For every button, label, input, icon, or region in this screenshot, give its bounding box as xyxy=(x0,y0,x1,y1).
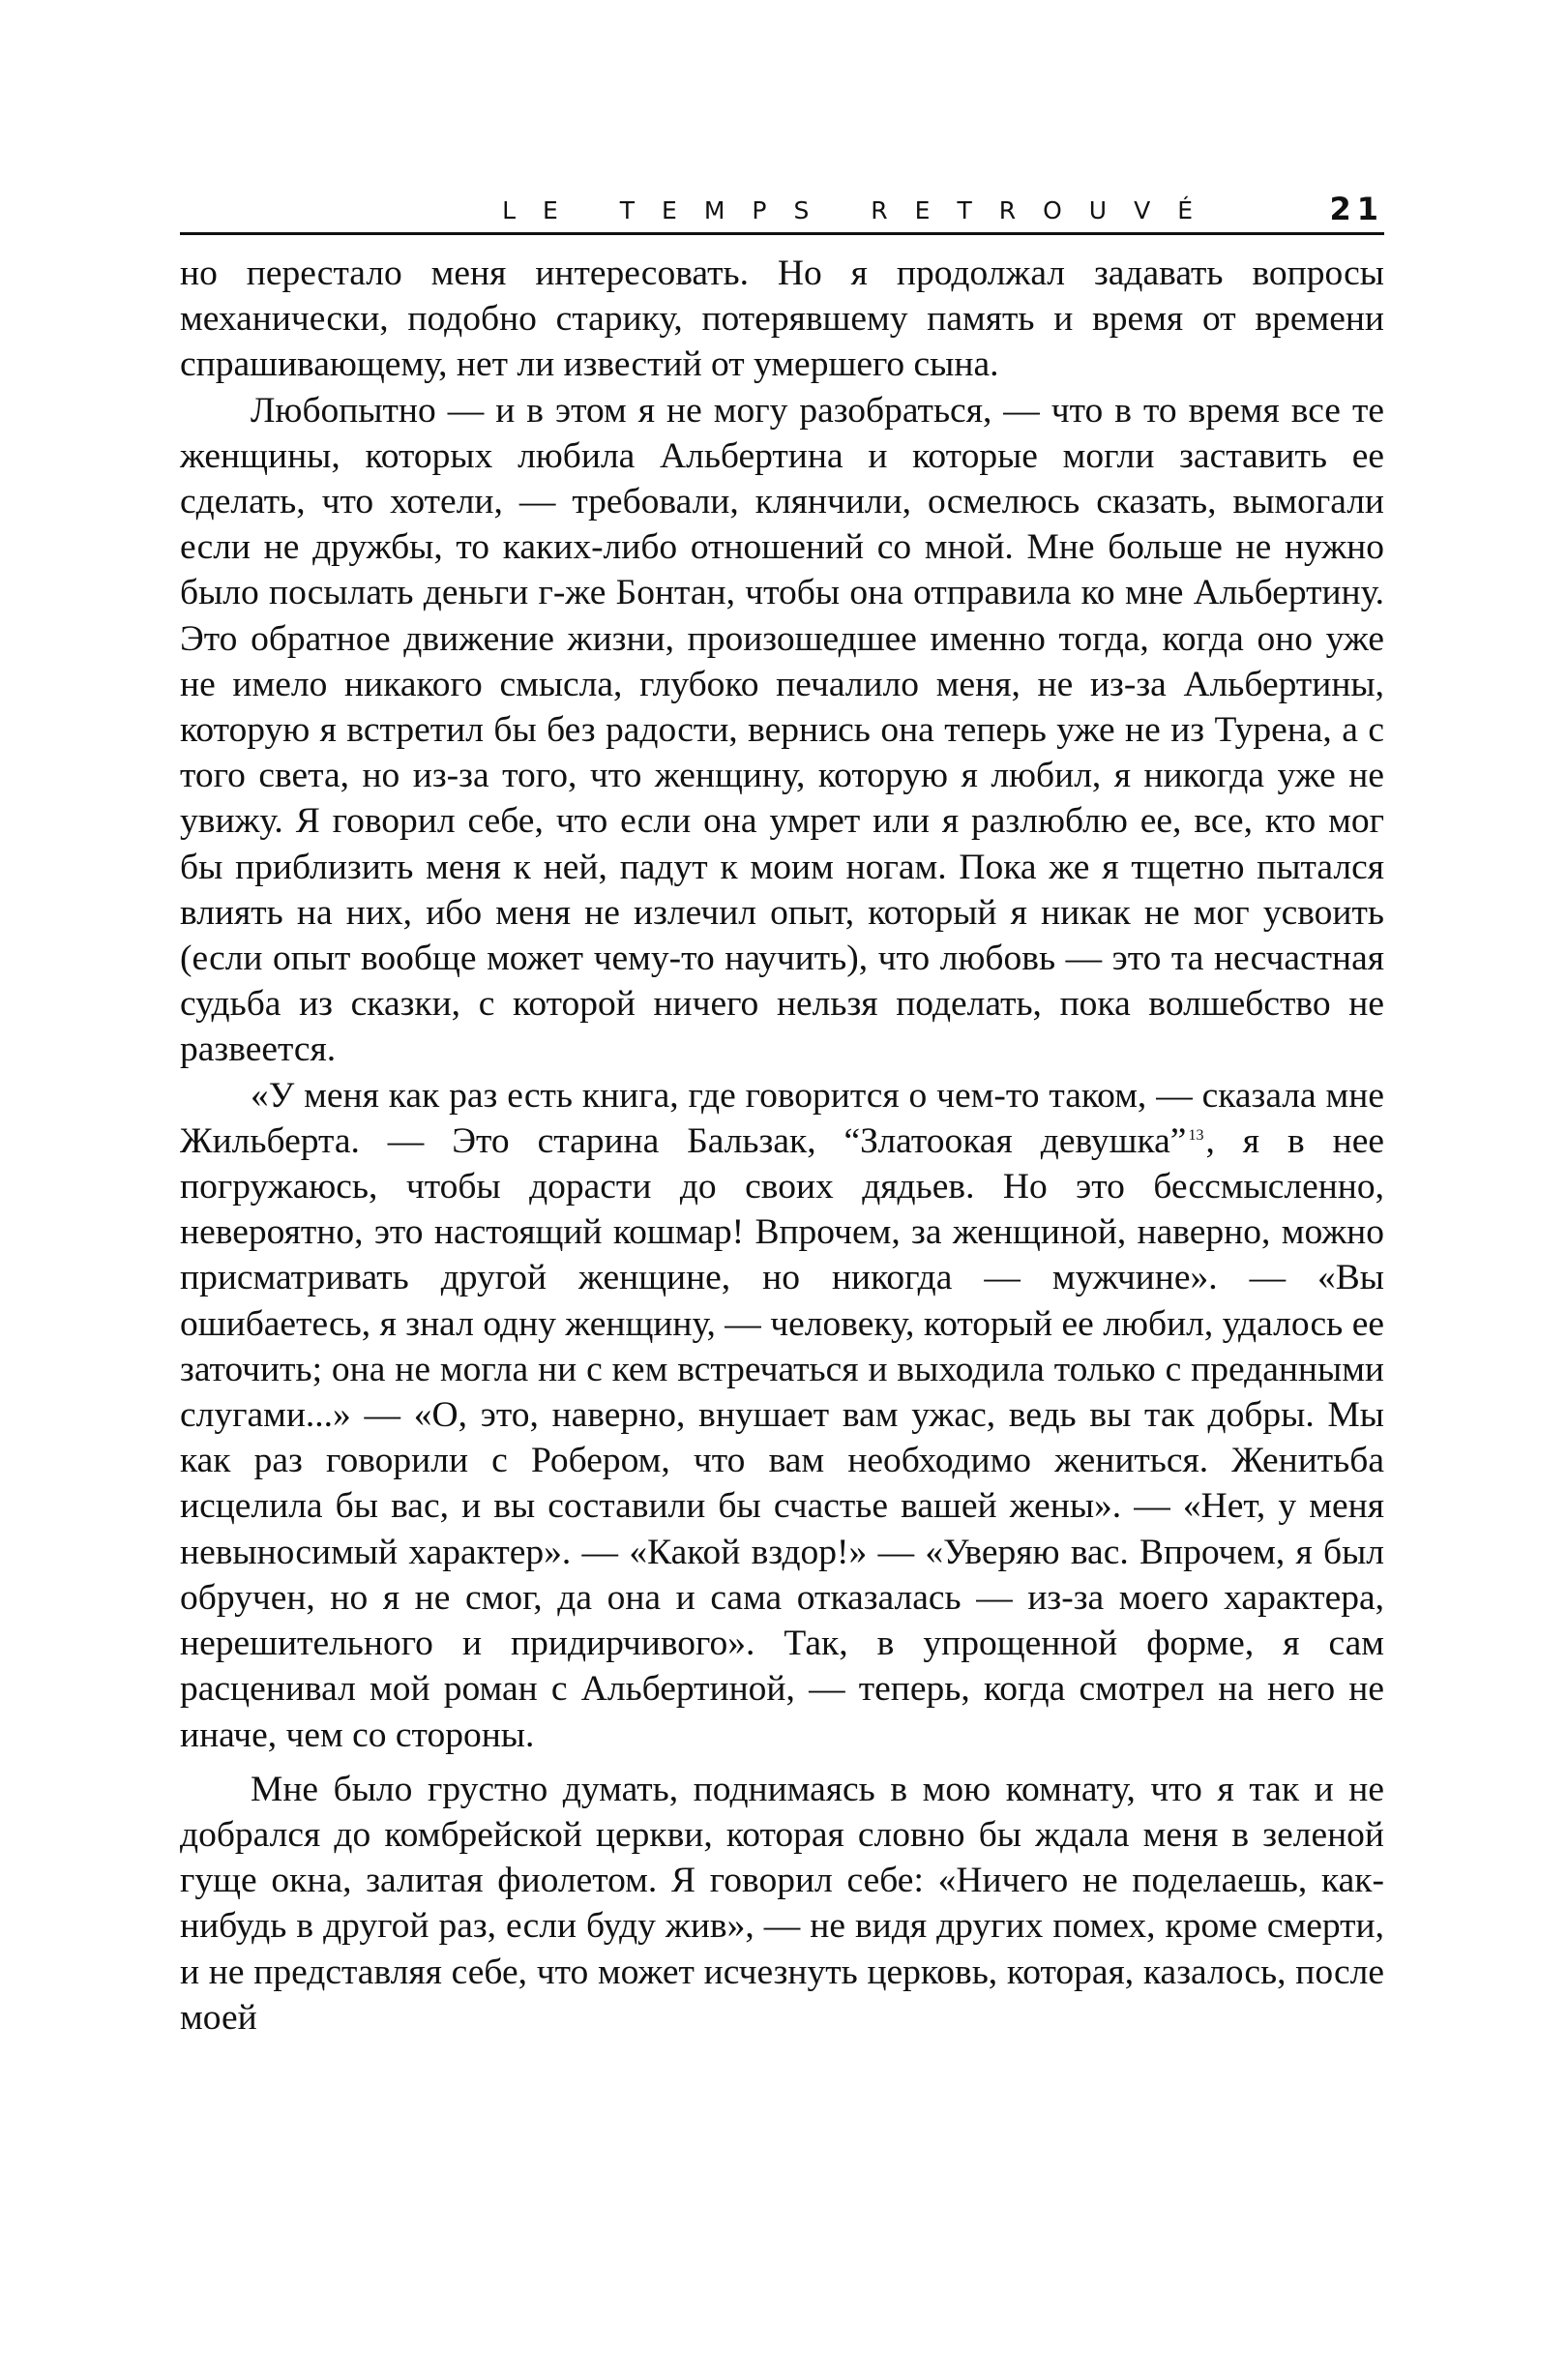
paragraph-3 xyxy=(180,1073,1384,1758)
paragraph-1: но перестало меня интересовать. Но я продолжал задавать вопросы механически, подобно старику, потерявшему память и время от времени спрашивающему, нет ли известий от умершего сына. xyxy=(180,253,1384,385)
paragraph-3-before-footnote: «У меня как раз есть книга, где говорится о чем-то таком, — сказала мне Жильберта. — Это старина Бальзак, “Златоокая девушка” xyxy=(180,1075,1384,1161)
running-header xyxy=(180,184,1384,235)
book-page xyxy=(180,184,1384,2041)
footnote-reference: 13 xyxy=(1188,1126,1204,1144)
page-number: 21 xyxy=(1329,191,1384,227)
text-body xyxy=(180,251,1384,2041)
paragraph-3-after-footnote: , я в нее погружаюсь, чтобы дорасти до своих дядьев. Но это бессмысленно, невероятно, это настоящий кошмар! Впрочем, за женщиной, наверно, можно присматривать другой женщине, но никогда — мужчине». — «Вы ошибаетесь, я знал одну женщину, — человеку, который ее любил, удалось ее заточить; она не могла ни с кем встречаться и выходила только с преданными слугами...» — «О, это, наверно, внушает вам ужас, ведь вы так добры. Мы как раз говорили с Робером, что вам необходимо жениться. Женитьба исцелила бы вас, и вы составили бы счастье вашей жены». — «Нет, у меня невыносимый характер». — «Какой вздор!» — «Уверяю вас. Впрочем, я был обручен, но я не смог, да она и сама отказалась — из-за моего характера, нерешительного и придирчивого». Так, в упрощенной форме, я сам расценивал мой роман с Альбертиной, — теперь, когда смотрел на него не иначе, чем со стороны. xyxy=(180,1120,1385,1755)
paragraph-2: Любопытно — и в этом я не могу разобраться, — что в то время все те женщины, которых любила Альбертина и которые могли заставить ее сделать, что хотели, — требовали, клянчили, осмелюсь сказать, вымогали если не дружбы, то каких-либо отношений со мной. Мне больше не нужно было посылать деньги г-же Бонтан, чтобы она отправила ко мне Альбертину. Это обратное движение жизни, произошедшее именно тогда, когда оно уже не имело никакого смысла, глубоко печалило меня, не из-за Альбертины, которую я встретил бы без радости, вернись она теперь уже не из Турена, а с того света, но из-за того, что женщину, которую я любил, я никогда уже не увижу. Я говорил себе, что если она умрет или я разлюблю ее, все, кто мог бы приблизить меня к ней, падут к моим ногам. Пока же я тщетно пытался влиять на них, ибо меня не излечил опыт, который я никак не мог усвоить (если опыт вообще может чему-то научить), что любовь — это та несчастная судьба из сказки, с которой ничего нельзя поделать, пока волшебство не развеется. xyxy=(180,390,1384,1070)
running-title: LE TEMPS RETROUVÉ xyxy=(502,196,1220,224)
paragraph-4: Мне было грустно думать, поднимаясь в мою комнату, что я так и не добрался до комбрейской церкви, которая словно бы ждала меня в зеленой гуще окна, залитая фиолетом. Я говорил себе: «Ничего не поделаешь, как-нибудь в другой раз, если буду жив», — не видя других помех, кроме смерти, и не представляя себе, что может исчезнуть церковь, которая, казалось, после моей xyxy=(180,1769,1384,2038)
